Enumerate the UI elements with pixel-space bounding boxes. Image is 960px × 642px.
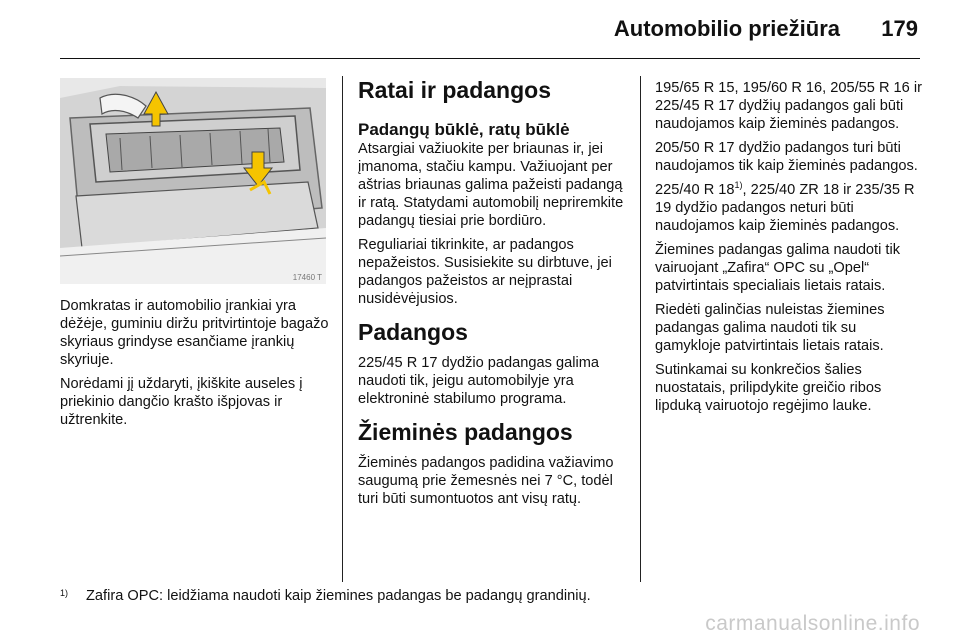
trunk-drawing [60,78,326,284]
paragraph: 195/65 R 15, 195/60 R 16, 205/55 R 16 ir 225/45 R 17 dydžių padangos gali būti naudojamos kaip žieminės padangos. [655,80,922,132]
paragraph [655,181,925,235]
paragraph: 205/50 R 17 dydžio padangos turi būti naudojamos tik kaip žieminės padangos. [655,140,918,174]
footnote-mark: 1) [60,588,69,598]
paragraph: Sutinkamai su konkrečios šalies nuostatais, prilipdykite greičio ribos lipduką vairuotojo regėjimo lauke. [655,362,882,414]
paragraph: Norėdami jį uždaryti, įkiškite auseles į priekinio dangčio krašto išpjovas ir užtrenkite. [60,376,303,428]
section-heading-tyres: Padangos [358,319,468,345]
paragraph: Reguliariai tikrinkite, ar padangos nepažeistos. Susisiekite su dirbtuve, jei padangos pažeistos ar neįprastai nusidėvėjusios. [358,237,612,307]
paragraph: Atsargiai važiuokite per briaunas ir, jei įmanoma, stačiu kampu. Važiuojant per aštrias briaunas galima pažeisti padangą ir ratą. Statydami automobilį nepriremkite padangų tiesiai prie bordiūro. [358,141,624,229]
subheading-tyre-condition: Padangų būklė, ratų būklė [358,120,570,139]
column-divider-2 [640,76,641,582]
page-number: 179 [881,16,918,41]
section-heading-winter-tyres: Žieminės padangos [358,419,573,445]
footnote-reference: 1) [734,180,743,191]
column-1 [60,297,332,435]
paragraph: 225/45 R 17 dydžio padangas galima naudoti tik, jeigu automobilyje yra elektroninė stabilumo programa. [358,355,599,407]
header-rule [60,58,920,59]
figure-code: 17460 T [292,273,322,282]
column-3 [655,79,925,421]
paragraph: Riedėti galinčias nuleistas žiemines padangas galima naudoti tik su gamykloje patvirtintais lietais ratais. [655,302,885,354]
paragraph: Žieminės padangos padidina važiavimo saugumą prie žemesnės nei 7 °C, todėl turi būti sumontuotos ant visų ratų. [358,455,614,507]
paragraph: Domkratas ir automobilio įrankiai yra dėžėje, guminiu diržu pritvirtintoje bagažo skyriaus grindyse esančiame įrankių skyriuje. [60,298,329,368]
trunk-toolbox-illustration [60,78,326,284]
watermark: carmanualsonline.info [705,612,920,635]
paragraph: Žiemines padangas galima naudoti tik vairuojant „Zafira“ OPC su „Opel“ patvirtintais specialiais lietais ratais. [655,242,900,294]
footnote [60,588,591,604]
page-title: Automobilio priežiūra [613,16,840,41]
tyre-size-text: 225/40 R 18 [655,182,735,198]
column-divider-1 [342,76,343,582]
footnote-text: Zafira OPC: leidžiama naudoti kaip žiemines padangas be padangų grandinių. [86,588,591,604]
section-heading-wheels-tyres: Ratai ir padangos [358,77,551,103]
column-2 [358,76,628,514]
tyre-size-text: , 225/40 ZR 18 ir 235/35 R 19 dydžio padangos neturi būti naudojamos kaip žieminės padangos. [655,182,915,234]
